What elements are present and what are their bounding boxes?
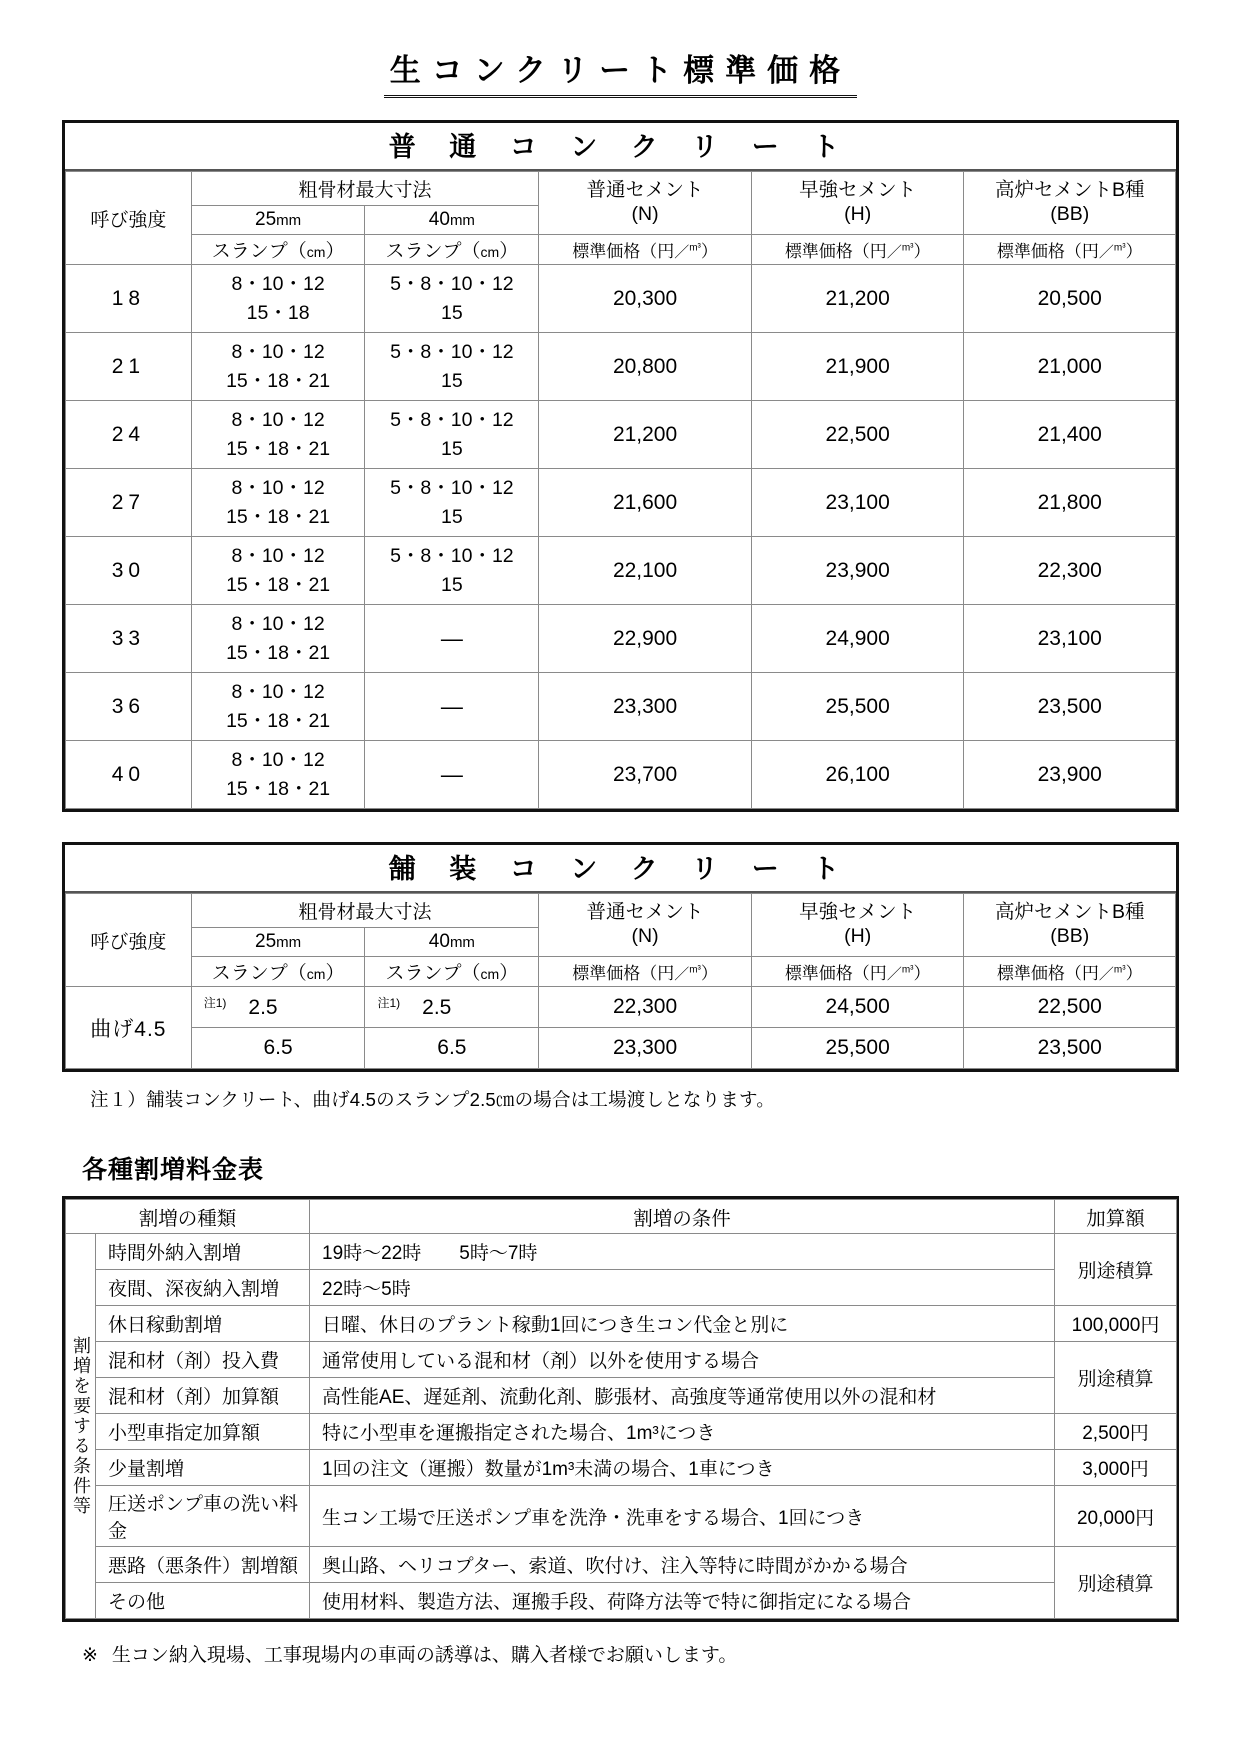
cell-price-n: 22,900 [539, 605, 752, 673]
cell-price-n: 22,100 [539, 537, 752, 605]
table-row [66, 1450, 1177, 1486]
cell-slump-25: 8・10・12 15・18・21 [191, 469, 365, 537]
header-cement-h [751, 172, 964, 235]
header-price-bb: 標準価格（円／$^{m^3}$） [964, 235, 1176, 265]
table-row [66, 605, 1176, 673]
cell-surcharge-kind: 混和材（剤）投入費 [96, 1342, 310, 1378]
cell-slump-40: 5・8・10・12 15 [365, 333, 539, 401]
surcharge-body [66, 1234, 1177, 1619]
table-row [66, 1270, 1177, 1306]
cell-price-bb: 23,900 [964, 741, 1176, 809]
header-cement-n-code: (N) [631, 203, 659, 226]
cell-strength: 30 [66, 537, 192, 605]
header-cement-n [539, 894, 752, 957]
cell-price-bb: 22,500 [964, 987, 1176, 1028]
normal-concrete-banner: 普 通 コ ン ク リ ー ト [65, 123, 1176, 171]
table-row [66, 1342, 1177, 1378]
surcharge-vertical-label: 割増を要する条件等 [66, 1234, 96, 1619]
cell-price-h: 21,900 [751, 333, 964, 401]
cell-strength: 27 [66, 469, 192, 537]
cell-price-bb: 21,000 [964, 333, 1176, 401]
cell-price-h: 22,500 [751, 401, 964, 469]
cell-surcharge-condition: 19時〜22時 5時〜7時 [310, 1234, 1055, 1270]
table-row [66, 1547, 1177, 1583]
header-size-25: 25mm [191, 206, 365, 235]
cell-strength: 18 [66, 265, 192, 333]
cell-price-n: 23,300 [539, 1028, 752, 1069]
header-cement-bb [964, 894, 1176, 957]
header-strength: 呼び強度 [66, 172, 192, 265]
cell-strength: 33 [66, 605, 192, 673]
cell-price-bb: 23,500 [964, 1028, 1176, 1069]
table-header-row [66, 894, 1176, 928]
cell-slump-40: — [365, 741, 539, 809]
header-price-h: 標準価格（円／$^{m^3}$） [751, 957, 964, 987]
cell-slump-25: 8・10・12 15・18・21 [191, 673, 365, 741]
cell-price-bb: 20,500 [964, 265, 1176, 333]
cell-surcharge-amount: 別途積算 [1055, 1234, 1177, 1306]
bottom-note-text: 生コン納入現場、工事現場内の車両の誘導は、購入者様でお願いします。 [111, 1645, 738, 1667]
header-aggregate-group: 粗骨材最大寸法 [191, 894, 539, 928]
table-row [66, 1378, 1177, 1414]
header-size-40: 40mm [365, 928, 539, 957]
cell-surcharge-amount: 100,000円 [1055, 1306, 1177, 1342]
cell-slump-25: 8・10・12 15・18・21 [191, 401, 365, 469]
header-surcharge-kind: 割増の種類 [66, 1200, 310, 1234]
pavement-concrete-table [65, 893, 1176, 1069]
header-cement-h-name: 早強セメント [799, 901, 917, 924]
cell-surcharge-condition: 生コン工場で圧送ポンプ車を洗浄・洗車をする場合、1回につき [310, 1486, 1055, 1547]
cell-surcharge-kind: その他 [96, 1583, 310, 1619]
cell-price-n: 21,200 [539, 401, 752, 469]
header-cement-bb-name: 高炉セメントB種 [994, 179, 1145, 202]
cell-slump-40: 5・8・10・12 15 [365, 401, 539, 469]
cell-slump-25: 8・10・12 15・18・21 [191, 333, 365, 401]
cell-slump-40: — [365, 605, 539, 673]
cell-slump-40: 5・8・10・12 15 [365, 537, 539, 605]
pavement-footnote: 注１）舗装コンクリート、曲げ4.5のスランプ2.5㎝の場合は工場渡しとなります。 [90, 1089, 775, 1111]
header-cement-h-code: (H) [844, 925, 872, 948]
table-row [66, 741, 1176, 809]
header-price-n: 標準価格（円／$^{m^3}$） [539, 957, 752, 987]
cell-surcharge-kind: 少量割増 [96, 1450, 310, 1486]
document-header [0, 0, 1241, 98]
cell-price-h: 26,100 [751, 741, 964, 809]
normal-concrete-table [65, 171, 1176, 809]
header-price-n: 標準価格（円／$^{m^3}$） [539, 235, 752, 265]
cell-price-h: 24,500 [751, 987, 964, 1028]
cell-price-bb: 23,100 [964, 605, 1176, 673]
cell-price-h: 25,500 [751, 673, 964, 741]
table-row [66, 673, 1176, 741]
cell-surcharge-amount: 20,000円 [1055, 1486, 1177, 1547]
header-slump-25: スランプ（cm） [191, 957, 365, 987]
header-size-40: 40mm [365, 206, 539, 235]
cell-surcharge-kind: 混和材（剤）加算額 [96, 1378, 310, 1414]
cell-price-h: 21,200 [751, 265, 964, 333]
table-header-row [66, 172, 1176, 206]
table-row [66, 1414, 1177, 1450]
header-cement-n-code: (N) [631, 925, 659, 948]
table-row [66, 1583, 1177, 1619]
cell-price-h: 25,500 [751, 1028, 964, 1069]
cell-price-bb: 22,300 [964, 537, 1176, 605]
cell-price-bb: 21,800 [964, 469, 1176, 537]
header-cement-n-name: 普通セメント [586, 179, 704, 202]
table-row [66, 1306, 1177, 1342]
pavement-concrete-section [0, 842, 1241, 1112]
cell-surcharge-amount: 別途積算 [1055, 1547, 1177, 1619]
cell-price-h: 23,100 [751, 469, 964, 537]
header-price-h: 標準価格（円／$^{m^3}$） [751, 235, 964, 265]
cell-strength: 曲げ4.5 [66, 987, 192, 1069]
table-row [66, 401, 1176, 469]
cell-surcharge-condition: 特に小型車を運搬指定された場合、1m³につき [310, 1414, 1055, 1450]
cell-surcharge-condition: 日曜、休日のプラント稼動1回につき生コン代金と別に [310, 1306, 1055, 1342]
table-row [66, 265, 1176, 333]
pavement-concrete-table-frame [62, 842, 1179, 1072]
cell-price-h: 24,900 [751, 605, 964, 673]
header-surcharge-amount: 加算額 [1055, 1200, 1177, 1234]
cell-slump-25-value: 6.5 [263, 1036, 293, 1060]
surcharge-section-title: 各種割増料金表 [82, 1156, 265, 1185]
cell-surcharge-condition: 1回の注文（運搬）数量が1m³未満の場合、1車につき [310, 1450, 1055, 1486]
table-row [66, 537, 1176, 605]
header-cement-n-name: 普通セメント [586, 901, 704, 924]
note-reference-mark: 注1) [377, 996, 401, 1011]
cell-surcharge-kind: 夜間、深夜納入割増 [96, 1270, 310, 1306]
surcharge-table [65, 1199, 1177, 1619]
header-cement-h-code: (H) [844, 203, 872, 226]
cell-price-bb: 21,400 [964, 401, 1176, 469]
cell-slump-40 [365, 987, 539, 1028]
pavement-concrete-body [66, 987, 1176, 1069]
cell-slump-25: 8・10・12 15・18 [191, 265, 365, 333]
normal-concrete-body [66, 265, 1176, 809]
header-slump-40: スランプ（cm） [365, 957, 539, 987]
header-slump-40: スランプ（cm） [365, 235, 539, 265]
cell-price-n: 23,700 [539, 741, 752, 809]
cell-price-n: 22,300 [539, 987, 752, 1028]
table-row [66, 1486, 1177, 1547]
bottom-note-mark: ※ [82, 1645, 98, 1667]
cell-surcharge-condition: 奥山路、ヘリコプター、索道、吹付け、注入等特に時間がかかる場合 [310, 1547, 1055, 1583]
cell-slump-40 [365, 1028, 539, 1069]
header-aggregate-group: 粗骨材最大寸法 [191, 172, 539, 206]
normal-concrete-table-frame [62, 120, 1179, 812]
cell-strength: 40 [66, 741, 192, 809]
cell-strength: 24 [66, 401, 192, 469]
page-title: 生コンクリート標準価格 [384, 54, 857, 98]
cell-surcharge-condition: 22時〜5時 [310, 1270, 1055, 1306]
cell-slump-40: — [365, 673, 539, 741]
header-cement-n [539, 172, 752, 235]
cell-slump-25: 8・10・12 15・18・21 [191, 741, 365, 809]
header-cement-bb [964, 172, 1176, 235]
cell-surcharge-amount: 3,000円 [1055, 1450, 1177, 1486]
cell-surcharge-kind: 小型車指定加算額 [96, 1414, 310, 1450]
header-cement-bb-code: (BB) [1050, 203, 1090, 226]
cell-surcharge-condition: 使用材料、製造方法、運搬手段、荷降方法等で特に御指定になる場合 [310, 1583, 1055, 1619]
cell-price-n: 20,800 [539, 333, 752, 401]
cell-price-n: 23,300 [539, 673, 752, 741]
table-row [66, 987, 1176, 1028]
cell-slump-25: 8・10・12 15・18・21 [191, 537, 365, 605]
cell-slump-25-value: 2.5 [248, 995, 278, 1019]
pavement-concrete-banner: 舗 装 コ ン ク リ ー ト [65, 845, 1176, 893]
cell-surcharge-condition: 高性能AE、遅延剤、流動化剤、膨張材、高強度等通常使用以外の混和材 [310, 1378, 1055, 1414]
header-cement-h-name: 早強セメント [799, 179, 917, 202]
cell-slump-25 [191, 1028, 365, 1069]
table-row [66, 1028, 1176, 1069]
cell-strength: 36 [66, 673, 192, 741]
cell-slump-40: 5・8・10・12 15 [365, 469, 539, 537]
cell-surcharge-amount: 2,500円 [1055, 1414, 1177, 1450]
cell-slump-40-value: 6.5 [437, 1036, 467, 1060]
cell-surcharge-kind: 休日稼動割増 [96, 1306, 310, 1342]
normal-concrete-section [0, 120, 1241, 812]
cell-surcharge-kind: 圧送ポンプ車の洗い料金 [96, 1486, 310, 1547]
cell-price-n: 21,600 [539, 469, 752, 537]
header-surcharge-condition: 割増の条件 [310, 1200, 1055, 1234]
header-price-bb: 標準価格（円／$^{m^3}$） [964, 957, 1176, 987]
cell-surcharge-amount: 別途積算 [1055, 1342, 1177, 1414]
cell-price-bb: 23,500 [964, 673, 1176, 741]
note-reference-mark: 注1) [203, 996, 227, 1011]
cell-surcharge-kind: 悪路（悪条件）割増額 [96, 1547, 310, 1583]
cell-slump-25: 8・10・12 15・18・21 [191, 605, 365, 673]
surcharge-table-frame [62, 1196, 1179, 1622]
header-slump-25: スランプ（cm） [191, 235, 365, 265]
cell-slump-40: 5・8・10・12 15 [365, 265, 539, 333]
cell-price-h: 23,900 [751, 537, 964, 605]
header-cement-h [751, 894, 964, 957]
header-strength: 呼び強度 [66, 894, 192, 987]
table-row [66, 469, 1176, 537]
cell-surcharge-kind: 時間外納入割増 [96, 1234, 310, 1270]
surcharge-header-row [66, 1200, 1177, 1234]
header-cement-bb-code: (BB) [1050, 925, 1090, 948]
bottom-note [62, 1622, 1179, 1667]
table-header-row-slump [66, 957, 1176, 987]
table-row [66, 333, 1176, 401]
cell-strength: 21 [66, 333, 192, 401]
table-header-row-slump [66, 235, 1176, 265]
cell-slump-25 [191, 987, 365, 1028]
table-row [66, 1234, 1177, 1270]
surcharge-section [0, 1112, 1241, 1667]
cell-price-n: 20,300 [539, 265, 752, 333]
cell-surcharge-condition: 通常使用している混和材（剤）以外を使用する場合 [310, 1342, 1055, 1378]
header-size-25: 25mm [191, 928, 365, 957]
header-cement-bb-name: 高炉セメントB種 [994, 901, 1145, 924]
cell-slump-40-value: 2.5 [422, 995, 452, 1019]
